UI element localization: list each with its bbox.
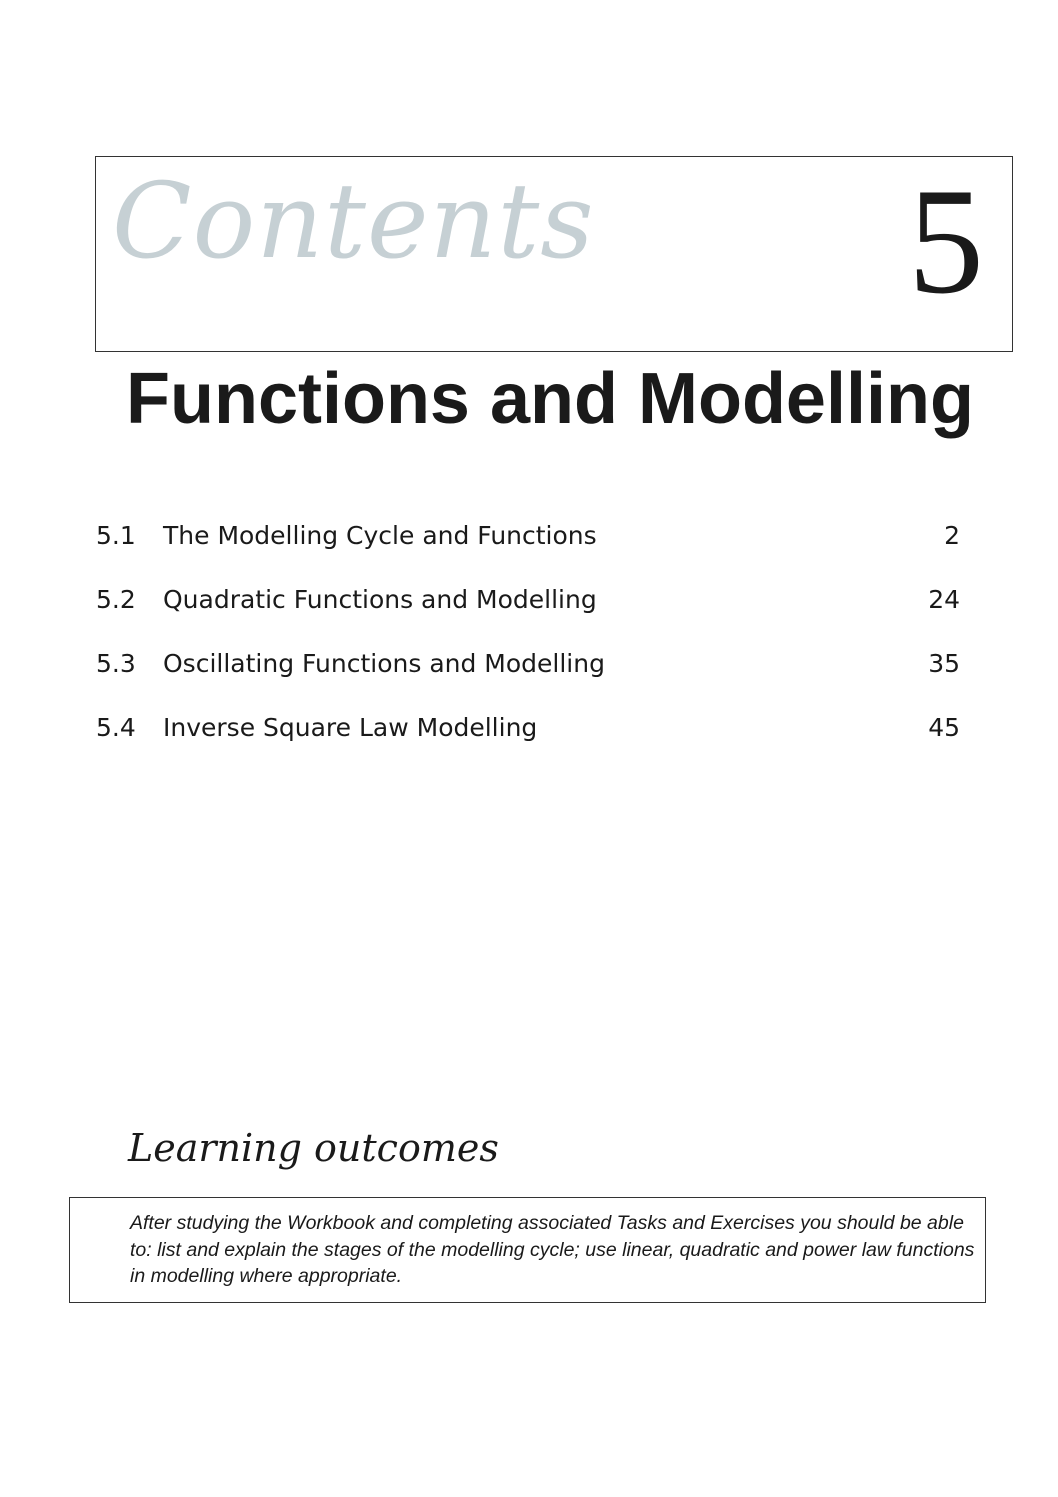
learning-outcomes-heading: Learning outcomes xyxy=(128,1126,499,1170)
chapter-number: 5 xyxy=(908,157,984,325)
toc-entry-title[interactable]: The Modelling Cycle and Functions xyxy=(163,521,597,550)
contents-header-box xyxy=(95,156,1013,352)
toc-entry[interactable] xyxy=(96,646,960,710)
toc-entry-title[interactable]: Inverse Square Law Modelling xyxy=(163,713,538,742)
contents-label: Contents xyxy=(112,160,595,282)
toc-entry[interactable] xyxy=(96,710,960,774)
toc-entry-number: 5.4 xyxy=(96,713,136,742)
toc-entry-page[interactable]: 2 xyxy=(944,521,960,550)
toc-entry[interactable] xyxy=(96,582,960,646)
learning-outcomes-text: After studying the Workbook and completing associated Tasks and Exercises you should be able to: list and explain the stages of the modelling cycle; use linear, quadratic and power law functions in modelling where appropriate. xyxy=(130,1212,975,1287)
toc-entry-number: 5.3 xyxy=(96,649,136,678)
toc-entry-page[interactable]: 35 xyxy=(928,649,960,678)
toc-entry-number: 5.1 xyxy=(96,521,136,550)
table-of-contents xyxy=(96,518,960,774)
toc-entry-page[interactable]: 24 xyxy=(928,585,960,614)
toc-entry[interactable] xyxy=(96,518,960,582)
toc-entry-title[interactable]: Quadratic Functions and Modelling xyxy=(163,585,597,614)
learning-outcomes-box xyxy=(69,1197,986,1303)
toc-entry-number: 5.2 xyxy=(96,585,136,614)
chapter-title: Functions and Modelling xyxy=(126,359,974,439)
toc-entry-title[interactable]: Oscillating Functions and Modelling xyxy=(163,649,605,678)
toc-entry-page[interactable]: 45 xyxy=(928,713,960,742)
